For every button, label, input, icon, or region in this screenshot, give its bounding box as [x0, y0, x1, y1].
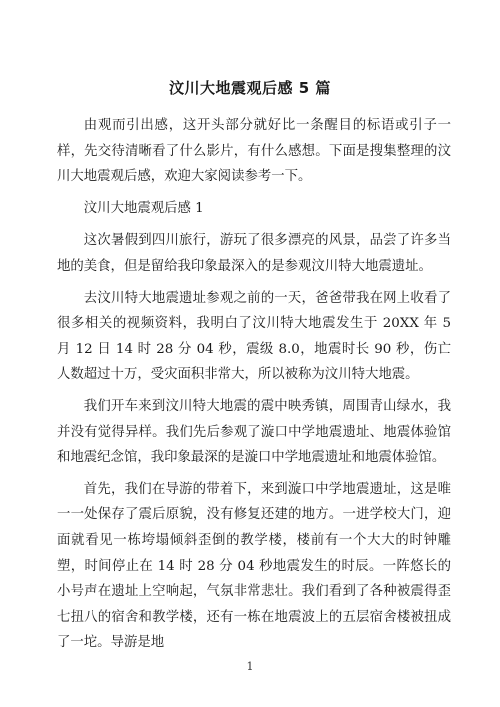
paragraph: 去汶川特大地震遗址参观之前的一天，爸爸带我在网上收看了很多相关的视频资料，我明白了汶川特大地震发生于 20XX 年 5 月 12 日 14 时 28 分 04 秒，震级 8.0，地震时长 90 秒，伤亡人数超过十万，受灾面积非常大，所以被称为汶川特大地震。 — [57, 290, 451, 383]
document-title: 汶川大地震观后感 5 篇 — [169, 79, 331, 97]
paragraph: 我们开车来到汶川特大地震的震中映秀镇，周围青山绿水，我并没有觉得异样。我们先后参观了漩口中学地震遗址、地震体验馆和地震纪念馆，我印象最深的是漩口中学地震遗址和地震体验馆。 — [57, 398, 451, 466]
paragraph: 这次暑假到四川旅行，游玩了很多漂亮的风景，品尝了许多当地的美食，但是留给我印象最深入的是参观汶川特大地震遗址。 — [57, 233, 451, 274]
paragraph-intro: 由观而引出感，这开头部分就好比一条醒目的标语或引子一样，先交待清晰看了什么影片，有什么感想。下面是搜集整理的汶川大地震观后感，欢迎大家阅读参考一下。 — [57, 118, 451, 185]
page-number: 1 — [246, 660, 254, 673]
document-body — [57, 113, 451, 662]
paragraph: 首先，我们在导游的带着下，来到漩口中学地震遗址，这是唯一一处保存了震后原貌，没有修复还建的地方。一进学校大门，迎面就看见一栋垮塌倾斜歪倒的教学楼，楼前有一个大大的时钟雕塑，时间停止在 14 时 28 分 04 秒地震发生的时辰。一阵悠长的小号声在遗址上空响起，气氛非常悲壮。我们看到了各种被震得歪七扭八的宿舍和教学楼，还有一栋在地震波上的五层宿舍楼被扭成了一坨。导游是地 — [57, 481, 451, 651]
section-heading: 汶川大地震观后感 1 — [83, 200, 204, 216]
